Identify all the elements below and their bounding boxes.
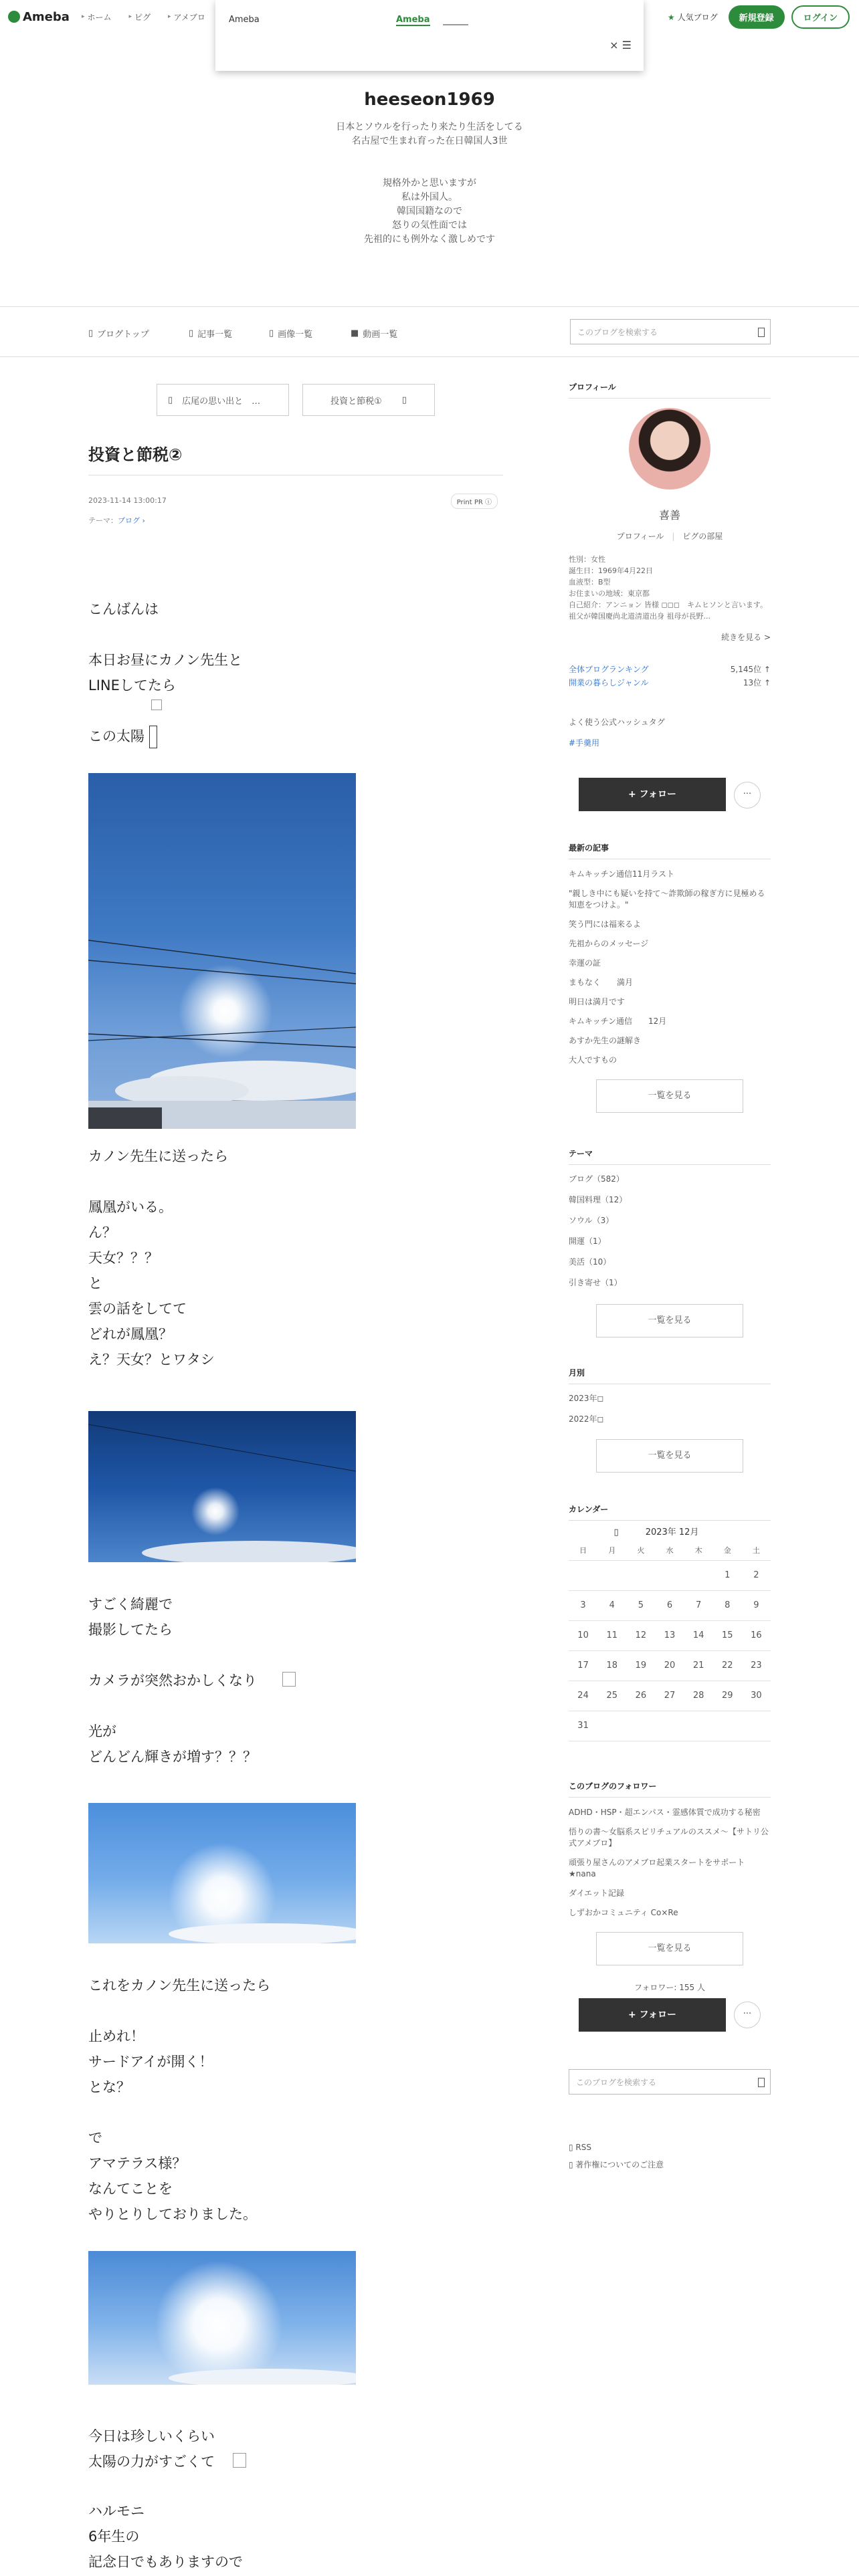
profile-more-link[interactable]: 続きを見る > xyxy=(721,633,771,642)
calendar-day: 14 xyxy=(684,1620,713,1650)
calendar-day xyxy=(597,1560,626,1590)
calendar-day: 7 xyxy=(684,1590,713,1620)
calendar-weekday: 木 xyxy=(684,1540,713,1560)
post-title: 投資と節税② xyxy=(88,445,183,464)
recent-post-link[interactable]: あすか先生の謎解き xyxy=(569,1036,642,1045)
calendar-day xyxy=(626,1560,655,1590)
nav-entry-list[interactable]: ▯ 記事一覧 xyxy=(189,328,233,340)
calendar-day: 12 xyxy=(626,1620,655,1650)
calendar-day: 19 xyxy=(626,1650,655,1681)
theme-link[interactable]: 美活（10） xyxy=(569,1257,611,1267)
sun-photo-1[interactable] xyxy=(88,773,356,1129)
calendar-day: 24 xyxy=(569,1681,597,1711)
profile-heading: プロフィール xyxy=(569,381,771,399)
print-pr-badge[interactable]: Print PR ⓘ xyxy=(451,494,498,509)
calendar-day: 25 xyxy=(597,1681,626,1711)
frog-icon xyxy=(8,11,20,23)
nav-image-list[interactable]: ▯ 画像一覧 xyxy=(269,328,313,340)
search-icon[interactable] xyxy=(758,2078,765,2087)
sun-photo-4-art xyxy=(88,2251,356,2385)
nav-pigg[interactable]: ▸ ピグ xyxy=(128,11,151,23)
calendar-day: 26 xyxy=(626,1681,655,1711)
profile-link[interactable]: プロフィール xyxy=(616,532,664,541)
post-paragraph-2: カノン先生に送ったら 鳳凰がいる。 ん？ 天女？？？ と 雲の話をしてて どれが鳳凰？ え？天女？とワタシ xyxy=(88,1148,229,1368)
post-paragraph-3: すごく綺麗で 撮影してたら カメラが突然おかしくなり xyxy=(88,1596,257,1689)
sun-photo-1-art xyxy=(88,773,356,1129)
broken-emoji-icon xyxy=(151,700,162,710)
blog-nav xyxy=(0,306,859,357)
more-options-button[interactable]: ··· xyxy=(734,782,761,809)
calendar-day: 22 xyxy=(713,1650,742,1681)
calendar-day: 11 xyxy=(597,1620,626,1650)
ranking-overall-value: 5,145位 ↑ xyxy=(730,665,771,674)
post-paragraph-5: 今日は珍しいくらい 太陽の力がすごくて xyxy=(88,2428,215,2470)
monthly-heading: 月別 xyxy=(569,1367,771,1384)
month-link[interactable]: 2022年◻ xyxy=(569,1414,604,1424)
calendar-day: 18 xyxy=(597,1650,626,1681)
profile-info: 誕生日：1969年4月22日 xyxy=(569,566,653,575)
follower-blog-link[interactable]: ADHD・HSP・超エンパス・霊感体質で成功する秘密 xyxy=(569,1807,761,1817)
avatar[interactable] xyxy=(629,408,710,490)
calendar-weekday: 火 xyxy=(626,1540,655,1560)
calendar-weekday: 金 xyxy=(713,1540,742,1560)
search-icon[interactable] xyxy=(758,328,765,337)
sun-photo-4[interactable] xyxy=(88,2251,356,2385)
post-paragraph-1: こんばんは 本日お昼にカノン先生と LINEしてたら xyxy=(88,601,243,693)
recent-post-link[interactable]: 幸運の証 xyxy=(569,958,601,968)
login-button[interactable]: ログイン xyxy=(791,5,850,29)
popup-link-underline xyxy=(443,15,468,25)
profile-name[interactable]: 喜善 xyxy=(658,509,680,522)
post-paragraph-4: これをカノン先生に送ったら 止めれ！ サードアイが開く！ とな？ で アマテラス様？ なんてことを やりとりしておりました。 xyxy=(88,1977,271,2222)
recent-post-link[interactable]: 大人ですもの xyxy=(569,1055,617,1065)
calendar-weekday: 水 xyxy=(655,1540,684,1560)
theme-link[interactable]: 韓国料理（12） xyxy=(569,1195,628,1204)
calendar-day: 17 xyxy=(569,1650,597,1681)
followers-list-button[interactable]: 一覧を見る xyxy=(596,1932,743,1965)
sun-photo-2[interactable] xyxy=(88,1411,356,1562)
recent-list-button[interactable]: 一覧を見る xyxy=(596,1079,743,1113)
calendar-day: 21 xyxy=(684,1650,713,1681)
image-icon: ▯ xyxy=(269,328,274,338)
calendar-day: 8 xyxy=(713,1590,742,1620)
month-link[interactable]: 2023年◻ xyxy=(569,1394,604,1403)
rss-link[interactable]: RSS xyxy=(575,2142,591,2152)
popup-title: Ameba xyxy=(229,15,260,25)
theme-link[interactable]: 引き寄せ（1） xyxy=(569,1278,622,1287)
ameba-logo[interactable]: Ameba xyxy=(8,10,70,24)
calendar xyxy=(569,1540,771,1741)
recent-post-link[interactable]: 笑う門には福来るよ xyxy=(569,920,642,929)
calendar-day xyxy=(684,1711,713,1741)
calendar-day: 15 xyxy=(713,1620,742,1650)
hashtag-heading: よく使う公式ハッシュタグ xyxy=(569,718,665,727)
theme-heading: テーマ xyxy=(569,1148,771,1165)
theme-list-button[interactable]: 一覧を見る xyxy=(596,1304,743,1337)
chevron-right-icon: ▯ xyxy=(401,395,407,405)
profile-info: 血液型：B型 xyxy=(569,578,611,586)
calendar-day: 5 xyxy=(626,1590,655,1620)
theme-link[interactable]: 開運（1） xyxy=(569,1237,606,1246)
sidebar: プロフィール 喜善 プロフィール | ピグの部屋 性別：女性 誕生日：1969年4月22日 血液型：B型 お住まいの地域：東京都 自己紹介：アンニョン 皆様 ◻◻◻ キムヒソンと言います。 祖父が韓国慶尚北道清道出身 祖母が長野... 続きを見る > 全体ブログランキング 5,145位 ↑ 開業の暮らしジャンル 13位 ↑ よく使う公式ハッシュタグ #手羹用 + フォロー ··· 最新の記事 キムキッチン通信11月ラスト "親しき中にも疑いを持て〜詐欺師の稼ぎ方に見極める知恵をつけよ。" 笑う門には福来るよ 先祖からのメッセージ 幸運の証 まもなく 満月 明日は満月です キムキッチン通信 12月 あすか先生の謎解き 大人ですもの 一覧を見る テーマ ブログ（582） 韓国料理（12） ソウル（3） 開運（1） 美活（10） 引き寄せ（1） 一覧を見る 月別 2023年◻ 2022年◻ 一覧を見る カレンダー ▯ 2023年 12月 日 月 火 水 木 金 土 1 2 3 4 5 6 7 8 9 10 11 12 13 14 15 16 17 18 19 20 21 22 23 24 25 26 27 28 29 30 31 このブログのフォロワー ADHD・HSP・超エンパス・霊感体質で成功する秘密 悟りの書〜女脳系スピリチュアルのススメ〜【サトリ公式アメブロ】 頑張り屋さんのアメブロ起業スタートをサポート★nana ダイエット記録 しずおかコミュニティ Co×Re 一覧を見る フォロワー: 155 人 + フォロー ··· このブログを検索する ▯ RSS ▯ 著作権についてのご注意 xyxy=(569,383,771,2169)
follower-blog-link[interactable]: ダイエット記録 xyxy=(569,1888,625,1898)
follow-button[interactable]: + フォロー xyxy=(579,778,726,811)
calendar-day: 27 xyxy=(655,1681,684,1711)
broken-emoji-icon xyxy=(282,1672,296,1687)
post-theme: テーマ：ブログ › xyxy=(88,516,145,525)
nav-blog-top[interactable]: ▯ ブログトップ xyxy=(88,328,149,340)
calendar-day: 16 xyxy=(742,1620,771,1650)
list-icon: ▯ xyxy=(189,328,194,338)
ad-popup xyxy=(215,0,644,71)
ranking-genre-link[interactable]: 開業の暮らしジャンル xyxy=(569,678,649,687)
calendar-day xyxy=(713,1711,742,1741)
follower-count: フォロワー: 155 人 xyxy=(634,1982,705,1992)
sun-photo-3-art xyxy=(88,1803,356,1943)
ranking-link[interactable]: ★ 人気ブログ xyxy=(667,12,718,22)
hashtag-link[interactable]: #手羹用 xyxy=(569,738,600,748)
close-icon[interactable]: × ☰ xyxy=(609,39,632,51)
nav-ameblo[interactable]: ▸ アメブロ xyxy=(168,11,205,23)
calendar-day: 29 xyxy=(713,1681,742,1711)
calendar-month: 2023年 12月 xyxy=(645,1527,699,1537)
sidebar-search-input[interactable]: このブログを検索する xyxy=(569,2069,771,2095)
blog-header xyxy=(0,71,859,247)
blog-search-input[interactable]: このブログを検索する xyxy=(570,319,771,344)
calendar-day: 28 xyxy=(684,1681,713,1711)
calendar-day: 3 xyxy=(569,1590,597,1620)
calendar-weekday: 月 xyxy=(597,1540,626,1560)
post-paragraph-1b: この太陽 xyxy=(88,724,503,749)
ranking-genre-value: 13位 ↑ xyxy=(743,678,771,687)
page-icon: ▯ xyxy=(88,328,94,338)
profile-info: 自己紹介：アンニョン 皆様 ◻◻◻ キムヒソンと言います。 祖父が韓国慶尚北道清道出身 祖母が長野... xyxy=(569,601,767,621)
calendar-day: 31 xyxy=(569,1711,597,1741)
theme-link[interactable]: ブログ xyxy=(118,516,140,525)
calendar-weekday: 日 xyxy=(569,1540,597,1560)
recent-post-link[interactable]: "親しき中にも疑いを持て〜詐欺師の稼ぎ方に見極める知恵をつけよ。" xyxy=(569,889,765,909)
post-paragraph-3b: 光が どんどん輝きが増す？？？ xyxy=(88,1723,257,1765)
recent-post-link[interactable]: キムキッチン通信 12月 xyxy=(569,1016,667,1026)
follower-blog-link[interactable]: しずおかコミュニティ Co×Re xyxy=(569,1907,678,1917)
calendar-day xyxy=(742,1711,771,1741)
copyright-link[interactable]: 著作権についてのご注意 xyxy=(575,2159,664,2169)
prev-post-button[interactable]: ▯ 広尾の思い出と … xyxy=(157,384,289,416)
calendar-day: 13 xyxy=(655,1620,684,1650)
popup-link[interactable]: Ameba xyxy=(396,15,430,25)
recent-post-link[interactable]: 先祖からのメッセージ xyxy=(569,939,649,948)
follow-button-2[interactable]: + フォロー xyxy=(579,1998,726,2032)
post-date: 2023-11-14 13:00:17 xyxy=(88,496,167,505)
follower-blog-link[interactable]: 悟りの書〜女脳系スピリチュアルのススメ〜【サトリ公式アメブロ】 xyxy=(569,1826,769,1848)
calendar-day xyxy=(655,1560,684,1590)
ranking-overall-link[interactable]: 全体ブログランキング xyxy=(569,665,649,674)
profile-info: お住まいの地域：東京都 xyxy=(569,589,650,598)
crown-icon: ★ xyxy=(667,12,675,22)
next-post-button[interactable]: 投資と節税① ▯ xyxy=(302,384,435,416)
calendar-day: 30 xyxy=(742,1681,771,1711)
monthly-list-button[interactable]: 一覧を見る xyxy=(596,1439,743,1473)
recent-post-link[interactable]: まもなく 満月 xyxy=(569,978,634,987)
recent-post-link[interactable]: 明日は満月です xyxy=(569,997,626,1006)
nav-home[interactable]: ▸ ホーム xyxy=(82,11,112,23)
calendar-day: 2 xyxy=(742,1560,771,1590)
profile-info: 性別：女性 xyxy=(569,555,605,564)
sun-photo-3[interactable] xyxy=(88,1803,356,1943)
nav-video-list[interactable]: ■ 動画一覧 xyxy=(351,328,398,340)
rss-icon: ▯ xyxy=(569,2142,576,2152)
blog-title[interactable]: heeseon1969 xyxy=(364,90,495,110)
blog-description: 日本とソウルを行ったり来たり生活をしてる 名古屋で生まれ育った在日韓国人3世 規格外かと思いますが 私は外国人。 韓国国籍なので 怒りの気性面では 先祖的にも例外なく激しめです xyxy=(336,122,523,245)
sun-photo-2-art xyxy=(88,1411,356,1562)
broken-emoji-icon xyxy=(233,2453,246,2468)
signup-button[interactable]: 新規登録 xyxy=(729,5,785,29)
more-options-button-2[interactable]: ··· xyxy=(734,2002,761,2028)
calendar-prev-icon[interactable]: ▯ xyxy=(613,1527,619,1537)
calendar-weekday: 土 xyxy=(742,1540,771,1560)
pigg-room-link[interactable]: ピグの部屋 xyxy=(682,532,723,541)
calendar-day xyxy=(655,1711,684,1741)
calendar-day: 4 xyxy=(597,1590,626,1620)
calendar-day xyxy=(569,1560,597,1590)
calendar-day: 6 xyxy=(655,1590,684,1620)
emoji-icon xyxy=(149,726,157,748)
calendar-heading: カレンダー xyxy=(569,1503,771,1521)
recent-heading: 最新の記事 xyxy=(569,842,771,859)
calendar-day xyxy=(626,1711,655,1741)
theme-link[interactable]: ブログ（582） xyxy=(569,1174,624,1184)
calendar-day: 1 xyxy=(713,1560,742,1590)
chevron-left-icon: ▯ xyxy=(168,395,173,405)
calendar-day: 20 xyxy=(655,1650,684,1681)
recent-post-link[interactable]: キムキッチン通信11月ラスト xyxy=(569,869,674,879)
calendar-day xyxy=(684,1560,713,1590)
followers-heading: このブログのフォロワー xyxy=(569,1780,771,1798)
theme-link[interactable]: ソウル（3） xyxy=(569,1216,614,1225)
calendar-day xyxy=(597,1711,626,1741)
calendar-day: 23 xyxy=(742,1650,771,1681)
post-paragraph-6: ハルモニ 6年生の 記念日でもありますので xyxy=(88,2503,243,2570)
calendar-day: 10 xyxy=(569,1620,597,1650)
follower-blog-link[interactable]: 頑張り屋さんのアメブロ起業スタートをサポート★nana xyxy=(569,1857,745,1879)
video-icon: ■ xyxy=(351,328,359,338)
document-icon: ▯ xyxy=(569,2159,576,2169)
calendar-day: 9 xyxy=(742,1590,771,1620)
